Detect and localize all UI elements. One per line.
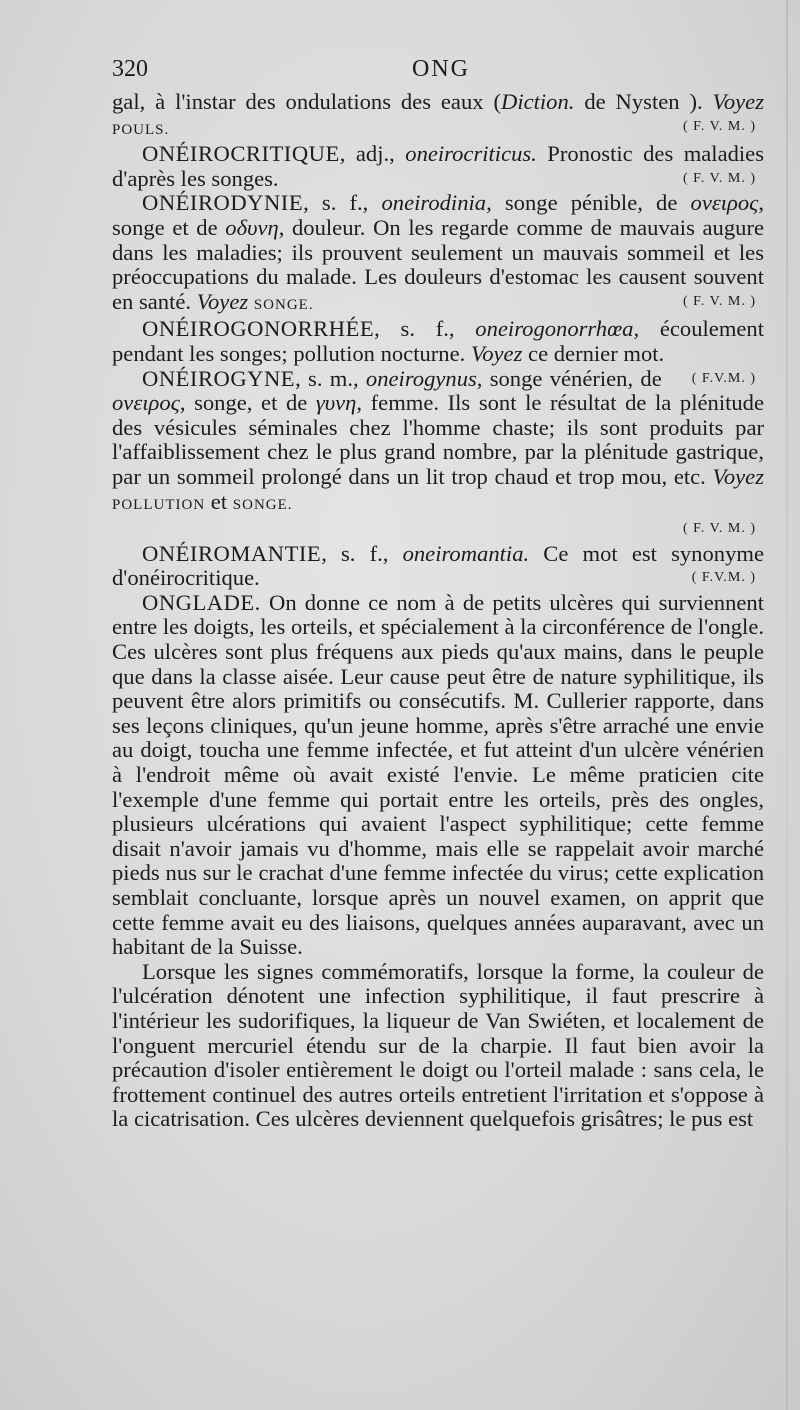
grammar-note: , s. f., xyxy=(321,540,389,566)
author-signature: ( F. V. M. ) xyxy=(683,118,756,134)
grammar-note: , adj., xyxy=(339,141,395,167)
author-signature: ( F. V. M. ) xyxy=(683,521,756,537)
grammar-note: , s. f., xyxy=(374,316,455,342)
cross-reference-target: SONGE. xyxy=(253,296,314,313)
author-signature: ( F.V.M. ) xyxy=(691,570,756,586)
page-header xyxy=(112,56,762,90)
entry-continuation xyxy=(112,90,764,142)
body-text xyxy=(112,90,764,1132)
cross-reference-target: SONGE. xyxy=(232,496,293,513)
author-signature: ( F. V. M. ) xyxy=(683,293,756,309)
greek-term: ονειρος xyxy=(112,390,180,416)
entry-text: Pronostic des maladies d'après les songes. xyxy=(112,141,764,191)
headword: ONÉIROMANTIE xyxy=(142,540,322,566)
author-signature: ( F.V.M. ) xyxy=(691,370,756,386)
entry-text: , songe, et de xyxy=(179,390,316,416)
headword: ONÉIROGYNE xyxy=(142,365,296,391)
entry-text: , femme. Ils sont le résultat de la plénitude des vésicules séminales chez l'homme chaste; ils sont produits par l'affaiblissement chez le plus grand nombre, par la plénitude gastrique, par un sommeil prolongé dans un lit trop chaud et trop mou, etc. xyxy=(112,390,764,489)
entry-text: songe vénérien, de xyxy=(482,365,662,391)
latin-term: oneirodinia, xyxy=(381,190,492,216)
entry-text: gal, à l'instar des ondulations des eaux ( xyxy=(112,89,501,114)
dictionary-entry xyxy=(112,542,764,591)
entry-text: , songe et de xyxy=(112,190,764,240)
headword: ONÉIRODYNIE xyxy=(142,190,304,216)
dictionary-entry xyxy=(112,591,764,960)
cross-reference-label: Voyez xyxy=(712,463,764,489)
entry-text: et xyxy=(205,488,233,514)
cross-reference-label: Voyez xyxy=(470,340,523,366)
entry-text: songe pénible, de xyxy=(491,190,691,216)
entry-text: , douleur. On les regarde comme de mauvais augure dans les maladies; ils prouvent seulement un mauvais sommeil et les préoccupations du malade. Les douleurs d'estomac les causent souvent en santé. xyxy=(112,214,764,314)
cross-reference-target: POLLUTION xyxy=(112,496,206,513)
headword: ONGLADE. xyxy=(142,589,261,615)
greek-term: γυνη xyxy=(315,390,357,416)
grammar-note: , s. f., xyxy=(303,190,369,216)
cross-reference-target: POULS. xyxy=(112,121,170,138)
latin-term: oneirogonorrhœa, xyxy=(475,316,640,342)
latin-term: oneirogynus, xyxy=(365,365,483,391)
cross-reference-label: Voyez xyxy=(196,288,249,314)
page-edge-shadow xyxy=(786,0,788,1410)
headword: ONÉIROCRITIQUE xyxy=(142,141,340,167)
dictionary-entry xyxy=(112,142,764,191)
reference-title: Diction. xyxy=(501,89,575,114)
page-number: 320 xyxy=(112,56,148,82)
entry-text: ce dernier mot. xyxy=(522,340,665,366)
entry-text: écoulement pendant les songes; pollution nocturne. xyxy=(112,316,764,366)
dictionary-entry xyxy=(112,191,764,317)
grammar-note: , s. m., xyxy=(295,365,359,391)
headword: ONÉIROGONORRHÉE xyxy=(142,316,375,342)
entry-text: On donne ce nom à de petits ulcères qui surviennent entre les doigts, les orteils, et spécialement à la circonférence de l'ongle. Ces ulcères sont plus fréquens aux pieds qu'aux mains, dans le peuple que dans la classe aisée. Leur cause peut être de nature syphilitique, ils peuvent être alors primitifs ou consécutifs. M. Cullerier rapporte, dans ses leçons cliniques, qu'un jeune homme, après s'être arraché une envie au doigt, toucha une femme infectée, et fut atteint d'un ulcère vénérien à l'endroit même où avait existé l'envie. Le même praticien cite l'exemple d'une femme qui portait entre les orteils, près des ongles, plusieurs ulcérations qui avaient l'aspect syphilitique; cette femme disait n'avoir jamais vu d'homme, mais elle se rappelait avoir marché pieds nus sur le crachat d'une femme infectée du virus; cette explication semblait concluante, lorsque après un nouvel examen, on apprit que cette femme avait eu des liaisons, quelques années auparavant, avec un habitant de la Suisse. xyxy=(112,589,764,960)
latin-term: oneirocriticus. xyxy=(405,141,537,167)
reference-author: de Nysten ). xyxy=(574,89,703,114)
latin-term: oneiromantia. xyxy=(402,540,530,566)
author-signature: ( F. V. M. ) xyxy=(683,170,756,186)
entry-paragraph: Lorsque les signes commémoratifs, lorsque la forme, la couleur de l'ulcération dénotent une infection syphilitique, il faut prescrire à l'intérieur les sudorifiques, la liqueur de Van Swiéten, et localement de l'onguent mercuriel étendu sur de la charpie. Il faut bien avoir la précaution d'isoler entièrement le doigt ou l'orteil malade : sans cela, le frottement continuel des autres orteils entretient l'irritation et s'oppose à la cicatrisation. Ces ulcères deviennent quelquefois grisâtres; le pus est xyxy=(112,958,764,1132)
entry-text: Ce mot est synonyme d'onéirocritique. xyxy=(112,540,764,591)
greek-term: οδυνη xyxy=(225,214,279,240)
cross-reference-label: Voyez xyxy=(712,89,764,114)
running-head: ONG xyxy=(412,56,470,82)
greek-term: ονειρος xyxy=(690,190,759,216)
